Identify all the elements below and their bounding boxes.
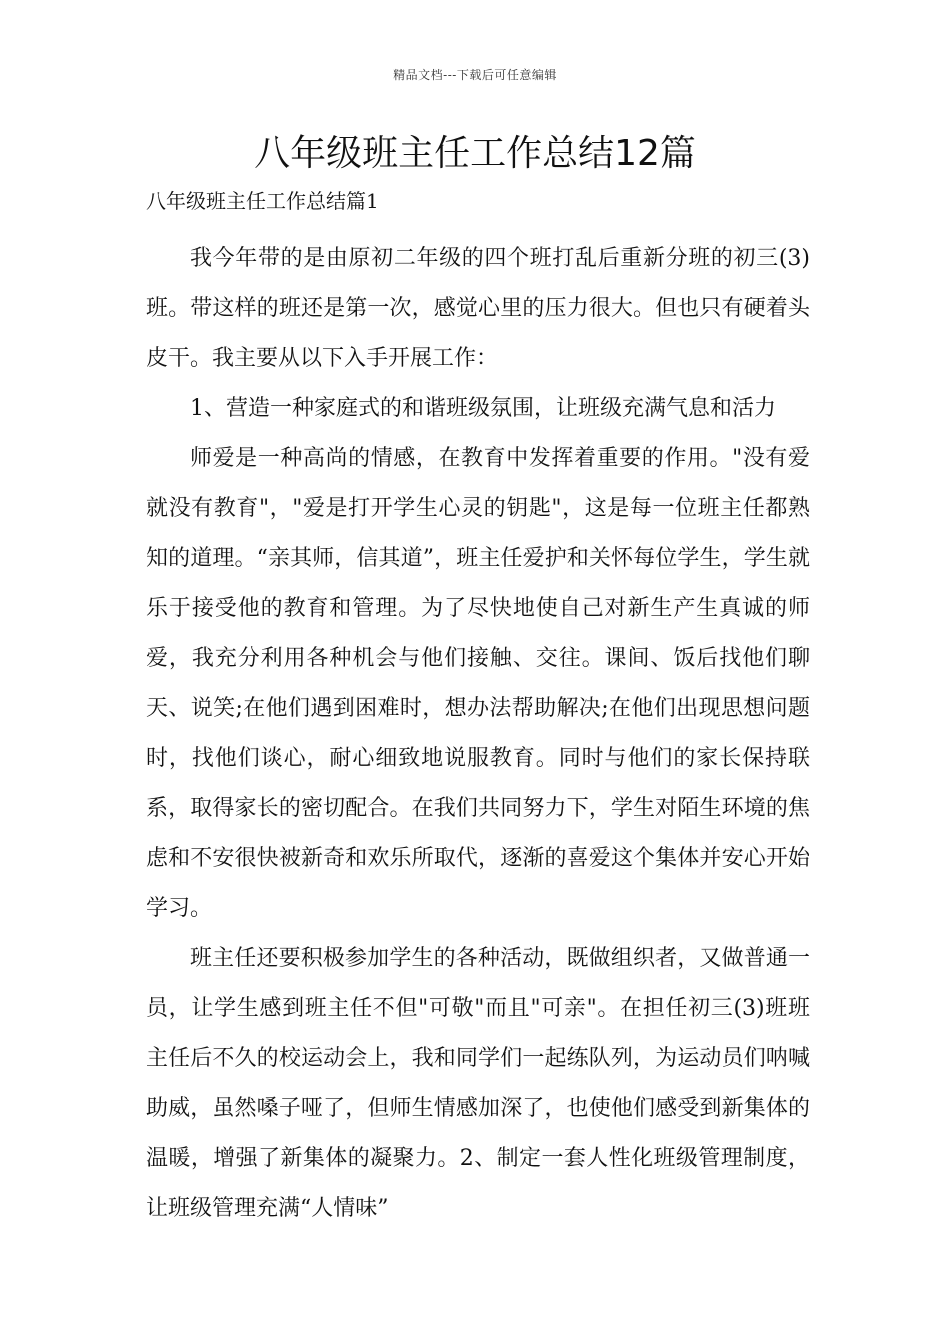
section-heading: 八年级班主任工作总结篇1 xyxy=(146,189,379,213)
paragraph-point-1: 1、营造一种家庭式的和谐班级氛围，让班级充满气息和活力 xyxy=(190,396,776,421)
body-text xyxy=(146,234,810,1234)
paragraph-activities: 班主任还要积极参加学生的各种活动，既做组织者，又做普通一员，让学生感到班主任不但"可敬"而且"可亲"。在担任初三(3)班班主任后不久的校运动会上，我和同学们一起练队列，为运动员们呐喊助威，虽然嗓子哑了，但师生情感加深了，也使他们感受到新集体的温暖，增强了新集体的凝聚力。2、制定一套人性化班级管理制度，让班级管理充满“人情味” xyxy=(146,946,810,1221)
paragraph-teacher-love: 师爱是一种高尚的情感，在教育中发挥着重要的作用。"没有爱就没有教育"，"爱是打开学生心灵的钥匙"，这是每一位班主任都熟知的道理。“亲其师，信其道”，班主任爱护和关怀每位学生，学生就乐于接受他的教育和管理。为了尽快地使自己对新生产生真诚的师爱，我充分利用各种机会与他们接触、交往。课间、饭后找他们聊天、说笑;在他们遇到困难时，想办法帮助解决;在他们出现思想问题时，找他们谈心，耐心细致地说服教育。同时与他们的家长保持联系，取得家长的密切配合。在我们共同努力下，学生对陌生环境的焦虑和不安很快被新奇和欢乐所取代，逐渐的喜爱这个集体并安心开始学习。 xyxy=(146,446,810,921)
paragraph-intro: 我今年带的是由原初二年级的四个班打乱后重新分班的初三(3)班。带这样的班还是第一次，感觉心里的压力很大。但也只有硬着头皮干。我主要从以下入手开展工作： xyxy=(146,246,810,371)
header-note: 精品文档---下载后可任意编辑 xyxy=(393,68,557,82)
document-title: 八年级班主任工作总结12篇 xyxy=(254,133,696,174)
